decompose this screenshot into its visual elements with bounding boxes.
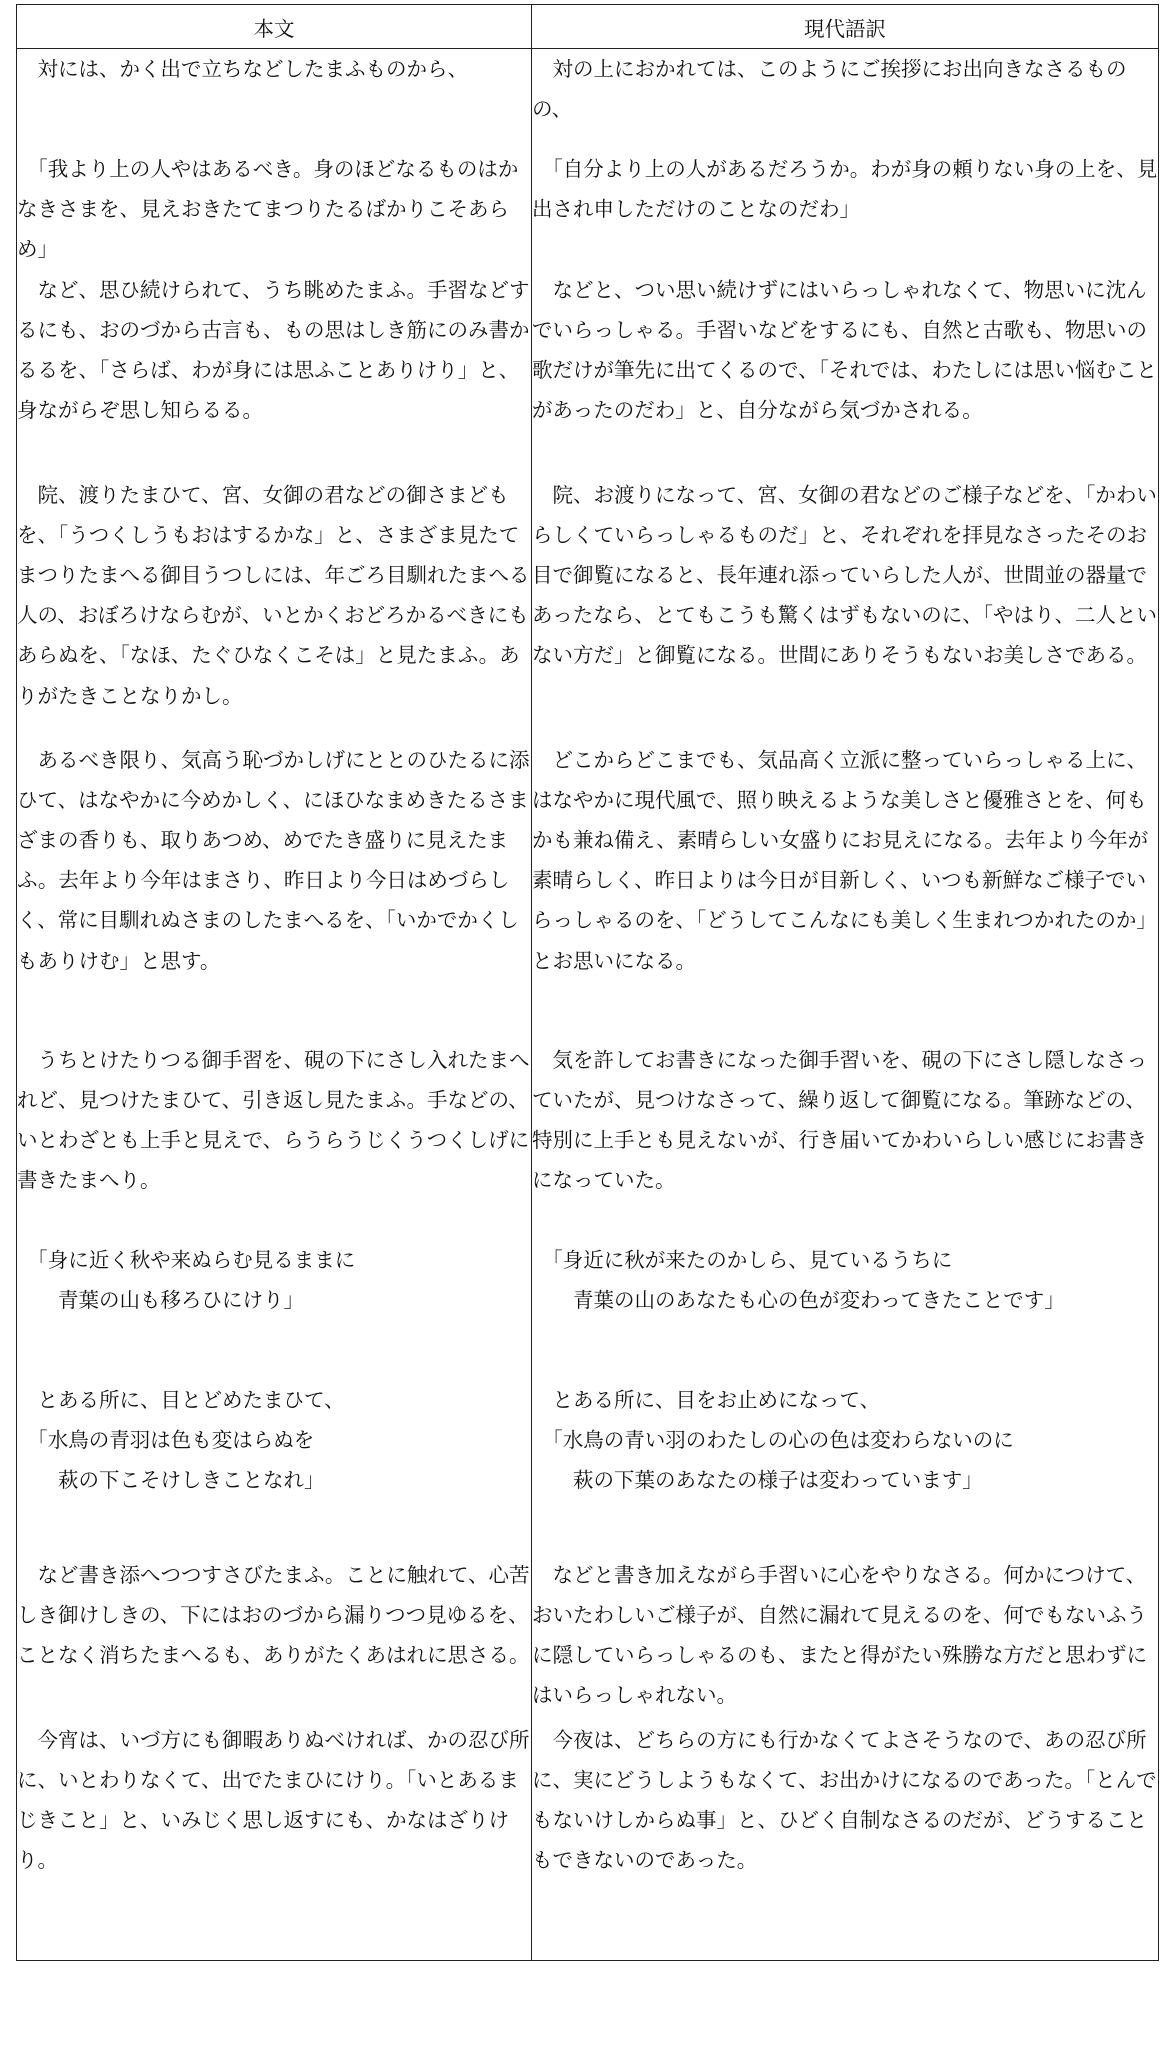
- translation-text-cell: [532, 49, 1159, 150]
- translation-text-cell: [532, 740, 1159, 1040]
- original-paragraph: 青葉の山も移ろひにけり」: [17, 1287, 304, 1312]
- table-row: [17, 740, 1159, 1040]
- translation-text-cell: [532, 149, 1159, 270]
- translation-paragraph: 今夜は、どちらの方にも行かなくてよさそうなので、あの忍び所に、実にどうしようもなくて、お出かけになるのであった。「とんでもないけしからぬ事」と、ひどく自制なさるのだが、どうすることもできないのであった。: [532, 1727, 1157, 1873]
- original-paragraph: 今宵は、いづ方にも御暇ありぬべければ、かの忍び所に、いとわりなくて、出でたまひにけり。「いとあるまじきこと」と、いみじく思し返すにも、かなはざりけり。: [17, 1727, 530, 1873]
- original-paragraph: 萩の下こそけしきことなれ」: [17, 1468, 325, 1493]
- original-text-cell: [17, 49, 532, 150]
- translation-paragraph: などと書き加えながら手習いに心をやりなさる。何かにつけて、おいたわしいご様子が、自然に漏れて見えるのを、何でもないふうに隠していらっしゃるのも、またと得がたい殊勝な方だと思わずにはいらっしゃれない。: [532, 1562, 1147, 1708]
- original-paragraph: 「我より上の人やはあるべき。身のほどなるものはかなきさまを、見えおきたてまつりたるばかりこそあらめ」: [17, 157, 519, 262]
- translation-text-cell: [532, 1720, 1159, 1961]
- header-row: [17, 5, 1159, 49]
- translation-paragraph: 「水鳥の青い羽のわたしの心の色は変わらないのに: [532, 1427, 1014, 1452]
- translation-paragraph: 萩の下葉のあなたの様子は変わっています」: [532, 1468, 983, 1493]
- translation-paragraph: 青葉の山のあなたも心の色が変わってきたことです」: [532, 1287, 1065, 1312]
- translation-paragraph: などと、つい思い続けずにはいらっしゃれなくて、物思いに沈んでいらっしゃる。手習いなどをするにも、自然と古歌も、物思いの歌だけが筆先に出てくるので、「それでは、わたしには思い悩むことがあったのだわ」と、自分ながら気づかされる。: [532, 277, 1157, 423]
- table-body: [17, 49, 1159, 1961]
- translation-text-cell: [532, 270, 1159, 475]
- translation-text-cell: [532, 1240, 1159, 1380]
- original-text-cell: [17, 475, 532, 740]
- original-paragraph: など書き添へつつすさびたまふ。ことに触れて、心苦しき御けしきの、下にはおのづから漏りつつ見ゆるを、ことなく消ちたまへるも、ありがたくあはれに思さる。: [17, 1562, 530, 1668]
- translation-text-cell: [532, 1380, 1159, 1555]
- original-text-cell: [17, 1040, 532, 1240]
- original-text-cell: [17, 740, 532, 1040]
- original-text-cell: [17, 1380, 532, 1555]
- original-text-cell: [17, 1720, 532, 1961]
- table-row: [17, 270, 1159, 475]
- table-row: [17, 1380, 1159, 1555]
- original-paragraph: 対には、かく出で立ちなどしたまふものから、: [17, 57, 468, 81]
- translation-paragraph: 対の上におかれては、このようにご挨拶にお出向きなさるものの、: [532, 57, 1127, 122]
- original-paragraph: とある所に、目とどめたまひて、: [17, 1387, 345, 1412]
- original-paragraph: 院、渡りたまひて、宮、女御の君などの御さまどもを、「うつくしうもおはするかな」と、さまざま見たてまつりたまへる御目うつしには、年ごろ目馴れたまへる人の、おぼろけならむが、いとかくおどろかるべきにもあらぬを、「なほ、たぐひなくこそは」と見たまふ。ありがたきことなりかし。: [17, 482, 530, 708]
- original-text-cell: [17, 1240, 532, 1380]
- header-translation: 現代語訳: [532, 5, 1159, 49]
- table-row: [17, 49, 1159, 150]
- translation-paragraph: 「身近に秋が来たのかしら、見ているうちに: [532, 1247, 953, 1272]
- translation-paragraph: 「自分より上の人があるだろうか。わが身の頼りない身の上を、見出され申しただけのことなのだわ」: [532, 157, 1158, 222]
- translation-paragraph: 院、お渡りになって、宮、女御の君などのご様子などを、「かわいらしくていらっしゃるものだ」と、それぞれを拝見なさったそのお目で御覧になると、長年連れ添っていらした人が、世間並の器量であったなら、とてもこうも驚くはずもないのに、「やはり、二人といない方だ」と御覧になる。世間にありそうもないお美しさである。: [532, 482, 1158, 668]
- table-row: [17, 1555, 1159, 1720]
- original-paragraph: 「水鳥の青羽は色も変はらぬを: [17, 1427, 315, 1452]
- original-paragraph: 「身に近く秋や来ぬらむ見るままに: [17, 1247, 356, 1272]
- table-row: [17, 1720, 1159, 1961]
- original-text-cell: [17, 270, 532, 475]
- table-row: [17, 1240, 1159, 1380]
- translation-paragraph: どこからどこまでも、気品高く立派に整っていらっしゃる上に、はなやかに現代風で、照り映えるような美しさと優雅さとを、何もかも兼ね備え、素晴らしい女盛りにお見えになる。去年より今年が素晴らしく、昨日よりは今日が目新しく、いつも新鮮なご様子でいらっしゃるのを、「どうしてこんなにも美しく生まれつかれたのか」とお思いになる。: [532, 747, 1157, 973]
- translation-text-cell: [532, 1555, 1159, 1720]
- parallel-text-table: [16, 4, 1159, 1961]
- original-text-cell: [17, 149, 532, 270]
- translation-paragraph: とある所に、目をお止めになって、: [532, 1387, 881, 1412]
- original-paragraph: など、思ひ続けられて、うち眺めたまふ。手習などするにも、おのづから古言も、もの思はしき筋にのみ書かるるを、「さらば、わが身には思ふことありけり」と、身ながらぞ思し知らるる。: [17, 277, 530, 423]
- original-text-cell: [17, 1555, 532, 1720]
- table-row: [17, 149, 1159, 270]
- original-paragraph: うちとけたりつる御手習を、硯の下にさし入れたまへれど、見つけたまひて、引き返し見たまふ。手などの、いとわざとも上手と見えで、らうらうじくうつくしげに書きたまへり。: [17, 1047, 530, 1193]
- table-row: [17, 475, 1159, 740]
- original-paragraph: あるべき限り、気高う恥づかしげにととのひたるに添ひて、はなやかに今めかしく、にほひなまめきたるさまざまの香りも、取りあつめ、めでたき盛りに見えたまふ。去年より今年はまさり、昨日より今日はめづらしく、常に目馴れぬさまのしたまへるを、「いかでかくしもありけむ」と思す。: [17, 747, 530, 973]
- translation-paragraph: 気を許してお書きになった御手習いを、硯の下にさし隠しなさっていたが、見つけなさって、繰り返して御覧になる。筆跡などの、特別に上手とも見えないが、行き届いてかわいらしい感じにお書きになっていた。: [532, 1047, 1147, 1193]
- translation-text-cell: [532, 1040, 1159, 1240]
- header-original: 本文: [17, 5, 532, 49]
- table-row: [17, 1040, 1159, 1240]
- translation-text-cell: [532, 475, 1159, 740]
